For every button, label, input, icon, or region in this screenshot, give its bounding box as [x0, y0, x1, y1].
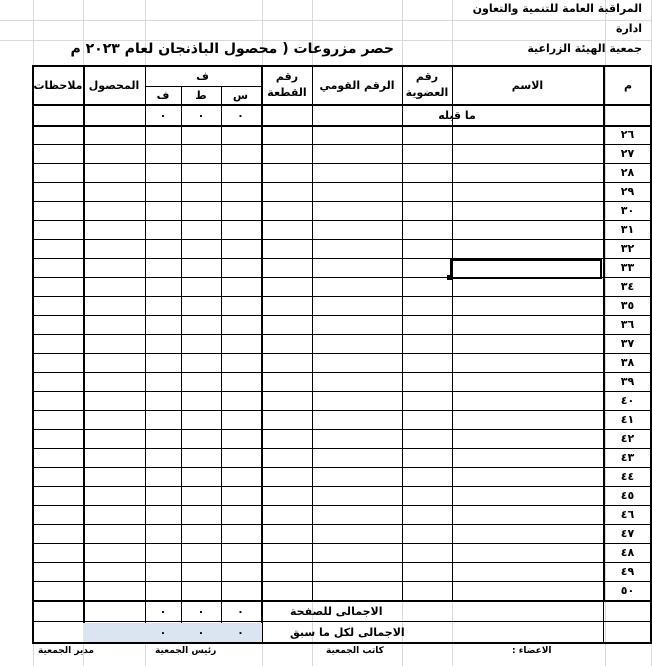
total-divider — [32, 621, 652, 622]
row-number: ٣٦ — [620, 318, 635, 331]
row-line — [33, 296, 651, 297]
serial-total-line — [603, 600, 604, 643]
row-line — [33, 353, 651, 354]
footer-manager: مدير الجمعية — [38, 646, 95, 656]
cumulative-total-label: الاجمالى لكل ما سبق — [290, 626, 405, 639]
row-line — [33, 448, 651, 449]
previous-f: ٠ — [159, 109, 167, 122]
col-area-t-header: ط — [195, 89, 207, 102]
row-number: ٢٨ — [620, 166, 635, 179]
column-line — [83, 65, 85, 643]
fill-handle[interactable] — [447, 275, 452, 280]
column-line — [261, 65, 263, 643]
row-number: ٤٤ — [620, 470, 635, 483]
column-line — [402, 65, 403, 600]
row-number: ٤٣ — [620, 451, 635, 464]
row-line — [33, 410, 651, 411]
cumulative-s: ٠ — [237, 626, 244, 639]
row-line — [33, 163, 651, 164]
row-number: ٤١ — [620, 413, 635, 426]
row-line — [33, 581, 651, 582]
col-name-header: الاسم — [511, 78, 544, 92]
row-line — [33, 201, 651, 202]
row-line — [33, 334, 651, 335]
column-line — [145, 65, 146, 643]
row-number: ٤٦ — [620, 508, 635, 521]
row-line — [33, 505, 651, 506]
row-number: ٢٩ — [620, 185, 635, 198]
col-notes-header: ملاحظات — [33, 78, 83, 92]
col-area-f-header: ف — [156, 89, 170, 102]
footer-president: رئيس الجمعية — [155, 646, 217, 656]
header-line-1: المراقبة العامة للتنمية والتعاون — [472, 2, 642, 15]
page-total-label: الاجمالى للصفحة — [290, 605, 383, 618]
col-serial-header: م — [623, 78, 633, 92]
footer-members: الاعضاء : — [512, 646, 552, 656]
header-line-2: ادارة — [615, 22, 642, 35]
previous-label: ما قبله — [438, 109, 476, 122]
row-number: ٣٣ — [620, 261, 635, 274]
row-number: ٤٠ — [620, 394, 635, 407]
row-line — [33, 220, 651, 221]
row-number: ٣٨ — [620, 356, 635, 369]
row-number: ٣٤ — [620, 280, 635, 293]
grid-hline — [0, 20, 652, 21]
table-left-border — [32, 65, 34, 643]
previous-row-border — [32, 125, 652, 127]
row-line — [33, 562, 651, 563]
row-line — [33, 315, 651, 316]
row-number: ٢٧ — [620, 147, 635, 160]
row-number: ٤٥ — [620, 489, 635, 502]
row-number: ٣١ — [620, 223, 635, 236]
col-membership-header: رقم العضوية — [405, 70, 449, 99]
previous-s: ٠ — [237, 109, 244, 122]
row-number: ٢٦ — [620, 128, 635, 141]
column-line — [452, 65, 453, 600]
footer-secretary: كاتب الجمعية — [326, 646, 384, 656]
row-number: ٥٠ — [620, 584, 635, 597]
row-line — [33, 144, 651, 145]
row-line — [33, 429, 651, 430]
row-number: ٤٩ — [620, 565, 635, 578]
row-line — [33, 239, 651, 240]
row-number: ٣٩ — [620, 375, 635, 388]
row-number: ٣٥ — [620, 299, 635, 312]
column-line — [312, 65, 313, 600]
row-number: ٤٧ — [620, 527, 635, 540]
row-number: ٣٢ — [620, 242, 635, 255]
row-line — [33, 524, 651, 525]
row-number: ٣٧ — [620, 337, 635, 350]
page-total-t: ٠ — [197, 605, 205, 618]
page-total-s: ٠ — [237, 605, 244, 618]
selected-cell[interactable] — [450, 259, 602, 279]
association-name: جمعية الهيئة الزراعية — [527, 42, 642, 55]
page-title: حصر مزروعات ( محصول الباذنجان لعام ٢٠٢٣ م — [70, 41, 394, 57]
previous-t: ٠ — [197, 109, 205, 122]
row-line — [33, 543, 651, 544]
row-number: ٤٨ — [620, 546, 635, 559]
row-number: ٤٢ — [620, 432, 635, 445]
row-line — [33, 182, 651, 183]
row-line — [33, 467, 651, 468]
col-area-s-header: س — [232, 89, 249, 102]
cumulative-f: ٠ — [159, 626, 167, 639]
cumulative-t: ٠ — [197, 626, 205, 639]
col-plot-header: رقم القطعة — [267, 70, 307, 99]
col-crop-header: المحصول — [88, 78, 140, 92]
page-total-f: ٠ — [159, 605, 167, 618]
row-line — [33, 391, 651, 392]
col-area-header: ف — [196, 69, 209, 83]
col-national-id-header: الرقم القومي — [319, 78, 395, 92]
column-line — [181, 86, 182, 643]
table-bottom-border — [32, 642, 652, 644]
row-number: ٣٠ — [620, 204, 635, 217]
column-line — [221, 86, 222, 643]
row-line — [33, 372, 651, 373]
row-line — [33, 486, 651, 487]
